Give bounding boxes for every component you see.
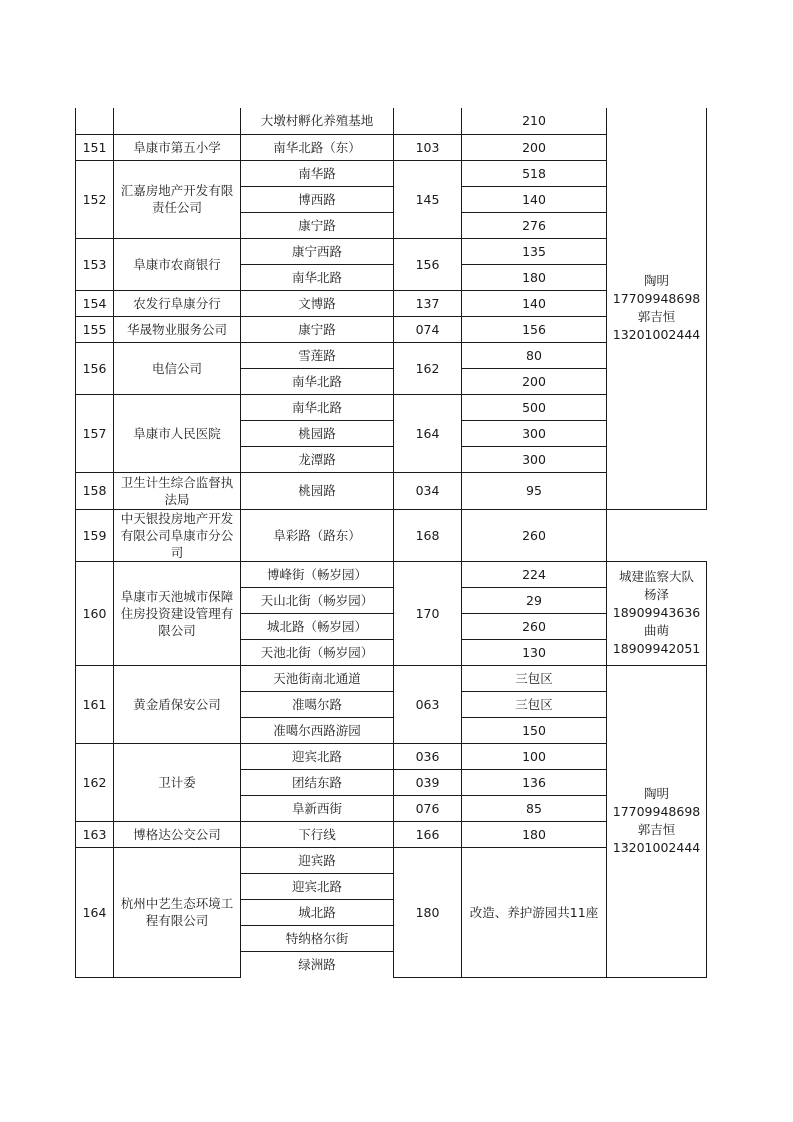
contact-cell: [607, 108, 707, 509]
quantity-cell: 三包区: [462, 665, 607, 691]
contact-name: 陶明: [643, 273, 669, 289]
road-cell: 城北路: [241, 899, 394, 925]
row-number: 156: [76, 342, 114, 394]
table-row: [76, 108, 707, 134]
row-number: 153: [76, 238, 114, 290]
road-cell: 迎宾路: [241, 847, 394, 873]
quantity-cell: 300: [462, 420, 607, 446]
road-cell: 博峰街（畅岁园）: [241, 561, 394, 587]
unit-name: 黄金盾保安公司: [114, 665, 241, 743]
quantity-cell: 95: [462, 472, 607, 509]
row-number: 155: [76, 316, 114, 342]
unit-name: 卫计委: [114, 743, 241, 821]
table-row: [76, 561, 707, 587]
row-number: 157: [76, 394, 114, 472]
row-number: 164: [76, 847, 114, 977]
unit-name: 阜康市人民医院: [114, 394, 241, 472]
data-table: [75, 108, 707, 978]
road-cell: 大墩村孵化养殖基地: [241, 108, 394, 134]
quantity-cell: 518: [462, 160, 607, 186]
quantity-cell: 80: [462, 342, 607, 368]
code-cell: 036: [394, 743, 462, 769]
quantity-cell: 180: [462, 264, 607, 290]
road-cell: 博西路: [241, 186, 394, 212]
contact-title: 城建监察大队: [618, 569, 694, 584]
quantity-cell: 改造、养护游园共11座: [462, 847, 607, 977]
quantity-cell: 135: [462, 238, 607, 264]
quantity-cell: 260: [462, 509, 607, 561]
quantity-cell: 300: [462, 446, 607, 472]
quantity-cell: 156: [462, 316, 607, 342]
contact-name: 杨泽: [643, 587, 669, 602]
quantity-cell: 130: [462, 639, 607, 665]
quantity-cell: 100: [462, 743, 607, 769]
row-number: 161: [76, 665, 114, 743]
road-cell: 阜新西街: [241, 795, 394, 821]
road-cell: 阜彩路（路东）: [241, 509, 394, 561]
quantity-cell: 180: [462, 821, 607, 847]
road-cell: 龙潭路: [241, 446, 394, 472]
contact-phone: 13201002444: [612, 327, 701, 343]
road-cell: 康宁路: [241, 316, 394, 342]
contact-name: 曲萌: [643, 623, 669, 638]
code-cell: 074: [394, 316, 462, 342]
row-number: 159: [76, 509, 114, 561]
road-cell: 特纳格尔街: [241, 925, 394, 951]
road-cell: 南华北路: [241, 368, 394, 394]
row-number: 152: [76, 160, 114, 238]
row-number: [76, 108, 114, 134]
row-number: 158: [76, 472, 114, 509]
table-row: [76, 665, 707, 691]
code-cell: 164: [394, 394, 462, 472]
road-cell: 康宁西路: [241, 238, 394, 264]
road-cell: 天池街南北通道: [241, 665, 394, 691]
unit-name: 电信公司: [114, 342, 241, 394]
code-cell: 034: [394, 472, 462, 509]
code-cell: 145: [394, 160, 462, 238]
unit-name: 博格达公交公司: [114, 821, 241, 847]
unit-name: 农发行阜康分行: [114, 290, 241, 316]
quantity-cell: 276: [462, 212, 607, 238]
unit-name: 阜康市第五小学: [114, 134, 241, 160]
code-cell: 076: [394, 795, 462, 821]
quantity-cell: 85: [462, 795, 607, 821]
code-cell: 180: [394, 847, 462, 977]
unit-name: 卫生计生综合监督执法局: [114, 472, 241, 509]
unit-name: 华晟物业服务公司: [114, 316, 241, 342]
road-cell: 天山北街（畅岁园）: [241, 587, 394, 613]
road-cell: 绿洲路: [241, 951, 394, 977]
contact-name: 陶明: [643, 786, 669, 801]
row-number: 151: [76, 134, 114, 160]
contact-phone: 18909943636: [612, 605, 701, 620]
road-cell: 准噶尔路: [241, 691, 394, 717]
road-cell: 团结东路: [241, 769, 394, 795]
code-cell: 156: [394, 238, 462, 290]
unit-name: 中天银投房地产开发有限公司阜康市分公司: [114, 509, 241, 561]
road-cell: 雪莲路: [241, 342, 394, 368]
road-cell: 桃园路: [241, 420, 394, 446]
table-row: [76, 509, 707, 561]
road-cell: 天池北街（畅岁园）: [241, 639, 394, 665]
quantity-cell: 224: [462, 561, 607, 587]
unit-name: [114, 108, 241, 134]
unit-name: 阜康市天池城市保障住房投资建设管理有限公司: [114, 561, 241, 665]
contact-phone: 13201002444: [612, 840, 701, 855]
road-cell: 桃园路: [241, 472, 394, 509]
quantity-cell: 500: [462, 394, 607, 420]
quantity-cell: 29: [462, 587, 607, 613]
contact-cell: [607, 561, 707, 665]
code-cell: 137: [394, 290, 462, 316]
contact-name: 郭吉恒: [637, 822, 676, 837]
code-cell: 170: [394, 561, 462, 665]
road-cell: 城北路（畅岁园）: [241, 613, 394, 639]
code-cell: 168: [394, 509, 462, 561]
code-cell: 166: [394, 821, 462, 847]
row-number: 154: [76, 290, 114, 316]
road-cell: 迎宾北路: [241, 743, 394, 769]
contact-phone: 18909942051: [612, 641, 701, 656]
code-cell: 039: [394, 769, 462, 795]
road-cell: 迎宾北路: [241, 873, 394, 899]
quantity-cell: 140: [462, 290, 607, 316]
quantity-cell: 200: [462, 368, 607, 394]
unit-name: 杭州中艺生态环境工程有限公司: [114, 847, 241, 977]
contact-phone: 17709948698: [612, 804, 701, 819]
quantity-cell: 136: [462, 769, 607, 795]
quantity-cell: 150: [462, 717, 607, 743]
quantity-cell: 200: [462, 134, 607, 160]
row-number: 160: [76, 561, 114, 665]
road-cell: 下行线: [241, 821, 394, 847]
contact-name: 郭吉恒: [637, 309, 676, 325]
quantity-cell: 210: [462, 108, 607, 134]
road-cell: 准噶尔西路游园: [241, 717, 394, 743]
code-cell: 162: [394, 342, 462, 394]
road-cell: 南华路: [241, 160, 394, 186]
code-cell: [394, 108, 462, 134]
code-cell: 063: [394, 665, 462, 743]
road-cell: 南华北路: [241, 264, 394, 290]
unit-name: 阜康市农商银行: [114, 238, 241, 290]
quantity-cell: 三包区: [462, 691, 607, 717]
road-cell: 康宁路: [241, 212, 394, 238]
contact-cell: [607, 665, 707, 977]
contact-phone: 17709948698: [612, 291, 701, 307]
row-number: 162: [76, 743, 114, 821]
road-cell: 文博路: [241, 290, 394, 316]
road-cell: 南华北路（东）: [241, 134, 394, 160]
unit-name: 汇嘉房地产开发有限责任公司: [114, 160, 241, 238]
road-cell: 南华北路: [241, 394, 394, 420]
row-number: 163: [76, 821, 114, 847]
quantity-cell: 140: [462, 186, 607, 212]
quantity-cell: 260: [462, 613, 607, 639]
code-cell: 103: [394, 134, 462, 160]
